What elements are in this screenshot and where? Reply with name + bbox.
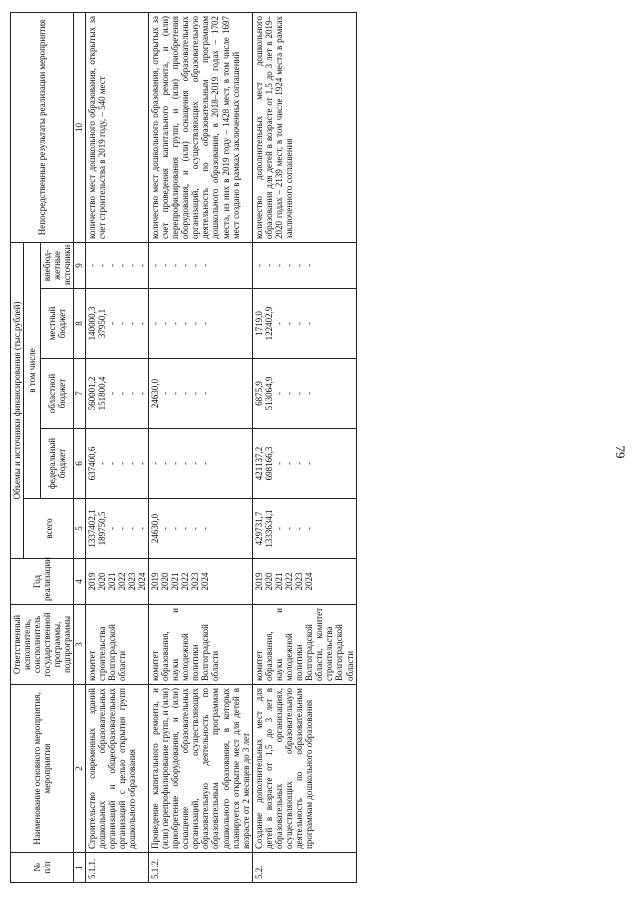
column-number: 8 xyxy=(74,289,85,359)
row-total: 24630,0 - - - - - xyxy=(149,499,253,559)
column-number: 2 xyxy=(74,685,85,853)
row-responsible: комитет образования, науки и молодежной политики Волгоградской области, комитет строительства Волгоградской области xyxy=(252,605,356,685)
row-years: 2019 2020 2021 2022 2023 2024 xyxy=(252,559,356,605)
row-responsible: комитет образования, науки и молодежной политики Волгоградской области xyxy=(149,605,253,685)
header-regional: областной бюджет xyxy=(41,359,74,429)
row-local: - - - - - - xyxy=(149,289,253,359)
row-name: Строительство современных зданий дошкольных образовательных организаций и общеобразовательных организаций с целью открытия групп дошкольного образования xyxy=(85,685,148,853)
header-name: Наименование основного мероприятия, мероприятия xyxy=(11,685,74,853)
header-results: Непосредственные результаты реализации мероприятия xyxy=(11,12,74,242)
header-year: Год реализации xyxy=(11,559,74,605)
header-num: № п/п xyxy=(11,853,74,883)
column-number: 3 xyxy=(74,605,85,685)
row-extra: - - - - - - xyxy=(252,242,356,288)
column-number: 6 xyxy=(74,429,85,499)
header-total: всего xyxy=(24,499,74,559)
table-row xyxy=(149,12,253,882)
row-local: 1719,0 122402,9 - - - - xyxy=(252,289,356,359)
header-extra: внебюд-жетные источники xyxy=(41,242,74,288)
row-federal: 637400,6 - - - - - xyxy=(85,429,148,499)
row-result: количество дополнительных мест дошкольного образования для детей в возрасте от 1,5 до 3 лет в 2019–2020 годах – 2139 мест, в том числе 1924 места в рамках заключенного соглашения xyxy=(252,12,356,242)
row-num: 5.2. xyxy=(252,853,356,883)
column-number: 1 xyxy=(74,853,85,883)
header-responsible: Ответственный исполнитель, соисполнитель государственной программы, подпрограммы xyxy=(11,605,74,685)
column-number: 9 xyxy=(74,242,85,288)
row-local: 140000,3 37950,1 - - - - xyxy=(85,289,148,359)
row-federal: 421137,2 698166,3 - - - - xyxy=(252,429,356,499)
page-number: 79 xyxy=(613,445,628,459)
row-result: количество мест дошкольного образования, открытых за счет строительства в 2019 году, – 540 мест xyxy=(85,12,148,242)
row-num: 5.1.1. xyxy=(85,853,148,883)
column-number-row xyxy=(74,12,85,882)
row-name: Проведение капитального ремонта, и (или) перепрофилирование групп, и (или) приобретение оборудования, и (или) оснащение образовательных организаций, осуществляющих образовательную деятельность по образовательным программам дошкольного образования, в которых планируется открытие мест для детей в возрасте от 2 месяцев до 3 лет xyxy=(149,685,253,853)
row-total: 1337402,1 189750,5 - - - - xyxy=(85,499,148,559)
header-including: в том числе xyxy=(24,242,41,498)
row-result: количество мест дошкольного образования, открытых за счет проведения капитального ремонта, и (или) перепрофилирования групп, и (или) приобретения оборудования, и (или) оснащения образовательных организаций, осуществляющих образовательную деятельность по образовательным программам дошкольного образования, в 2018–2019 годах – 1702 места, из них в 2019 году – 1428 мест, в том числе 1697 мест создано в рамках заключенных соглашений xyxy=(149,12,253,242)
rotated-page-content xyxy=(10,13,600,883)
row-extra: - - - - - - xyxy=(149,242,253,288)
column-number: 5 xyxy=(74,499,85,559)
table-row xyxy=(252,12,356,882)
column-number: 4 xyxy=(74,559,85,605)
header-federal: федеральный бюджет xyxy=(41,429,74,499)
row-regional: 560001,2 151800,4 - - - - xyxy=(85,359,148,429)
row-total: 429731,7 1333634,1 - - - - xyxy=(252,499,356,559)
row-num: 5.1.2. xyxy=(149,853,253,883)
column-number: 10 xyxy=(74,12,85,242)
header-local: местный бюджет xyxy=(41,289,74,359)
program-activities-table xyxy=(10,12,357,883)
row-name: Создание дополнительных мест для детей в возрасте от 1,5 до 3 лет в образовательных организациях, осуществляющих образовательную деятельность по образовательным программам дошкольного образования xyxy=(252,685,356,853)
row-years: 2019 2020 2021 2022 2023 2024 xyxy=(85,559,148,605)
row-years: 2019 2020 2021 2022 2023 2024 xyxy=(149,559,253,605)
row-extra: - - - - - - xyxy=(85,242,148,288)
row-federal: - - - - - - xyxy=(149,429,253,499)
header-row xyxy=(11,12,24,882)
row-responsible: комитет строительства Волгоградской области xyxy=(85,605,148,685)
table-row xyxy=(85,12,148,882)
column-number: 7 xyxy=(74,359,85,429)
row-regional: 24630,0 - - - - - xyxy=(149,359,253,429)
row-regional: 6875,9 513064,9 - - - - xyxy=(252,359,356,429)
header-funding: Объемы и источники финансирования (тыс.рублей) xyxy=(11,242,24,558)
